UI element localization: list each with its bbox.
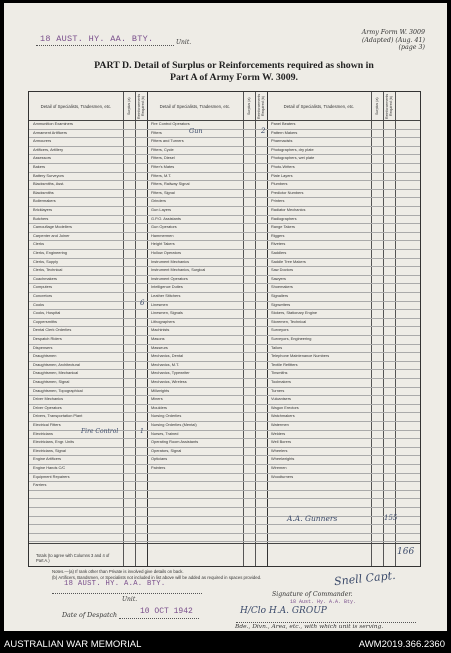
specialists-table bbox=[28, 91, 421, 567]
table-row-label: Well Borers bbox=[271, 439, 292, 445]
table-row-label: Surveyors bbox=[271, 327, 289, 333]
table-row-label: Bricklayers bbox=[33, 207, 53, 212]
table-row-label: Artificers, Artillery bbox=[33, 146, 64, 152]
totals-rule bbox=[29, 543, 420, 544]
signature-line bbox=[236, 622, 416, 623]
note-a: Notes.—(a) If rank other than Private is involved give details on back. bbox=[52, 569, 184, 574]
table-row-label: Intelligence Duties bbox=[151, 284, 183, 290]
row-rule bbox=[29, 516, 420, 517]
table-row-label: Fitters, M.T. bbox=[151, 172, 172, 178]
table-row-label: Mechanics, Typewriter bbox=[151, 370, 190, 376]
despatch-date-stamp: 10 OCT 1942 bbox=[140, 607, 193, 616]
table-row-label: Wheelers bbox=[271, 447, 288, 453]
group-handwritten: H/Clo H.A. GROUP bbox=[240, 606, 327, 616]
row-rule bbox=[29, 541, 420, 542]
table-row-label: Fitters, Signal bbox=[151, 189, 175, 195]
table-row-label: Instrument Mechanics bbox=[151, 258, 190, 264]
unit-label: Unit. bbox=[176, 39, 192, 46]
table-row-label: Vulcanisers bbox=[271, 396, 291, 402]
table-row-label: Moulders bbox=[151, 404, 168, 410]
table-row-label: Ammunition Examiners bbox=[33, 121, 74, 126]
table-row-label: Fitters, Railway Signal bbox=[151, 181, 190, 187]
signature-stamp: 18 Aust. Hy. A.A. Bty. bbox=[290, 599, 357, 605]
table-row-label: Printers bbox=[271, 198, 285, 204]
required-header: Reinforcements Required (b) bbox=[137, 93, 145, 120]
table-row-label: Despatch Riders bbox=[33, 336, 62, 341]
table-row-label: Nursing Orderlies bbox=[151, 413, 182, 419]
table-row-label: Plumbers bbox=[271, 181, 288, 187]
table-row-label: Shoemakers bbox=[271, 284, 293, 290]
unit-line-footer bbox=[52, 593, 202, 594]
table-row-label: Gun Operators bbox=[151, 224, 177, 230]
despatch-line bbox=[119, 618, 199, 619]
table-row-label: Pattern Makers bbox=[271, 129, 298, 135]
table-row-label: Draughtsmen, Mechanical bbox=[33, 370, 79, 376]
column-header: Detail of Specialists, Tradesmen, etc. bbox=[283, 103, 355, 109]
table-row-label: Radiator Mechanics bbox=[271, 207, 306, 212]
table-row-label: Assessors bbox=[33, 155, 51, 161]
table-row-label: Blacksmiths, Asst. bbox=[33, 181, 65, 187]
form-sheet bbox=[4, 3, 447, 631]
table-row-label: Tinsmiths bbox=[271, 370, 288, 376]
table-row-label: Photographers, wet plate bbox=[271, 155, 315, 161]
table-row-label: Fitters, Diesel bbox=[151, 155, 175, 161]
table-row-label: Draughtsmen bbox=[33, 353, 57, 359]
table-row-label: Armourers bbox=[33, 138, 52, 144]
surplus-header: Surplus (a) bbox=[127, 97, 131, 116]
table-row-label: Hammermen bbox=[151, 232, 174, 238]
table-row-label: Nursing Orderlies (Mental) bbox=[151, 422, 197, 427]
table-row-label: Dispensers bbox=[33, 344, 53, 350]
archive-id: AWM2019.366.2360 bbox=[358, 639, 445, 650]
table-row-label: Draughtsmen, Topographical bbox=[33, 387, 83, 393]
table-row-label: Mechanics, Wireless bbox=[151, 379, 187, 384]
table-row-label: Storemen, Technical bbox=[271, 318, 307, 324]
table-row-label: Watchmakers bbox=[271, 413, 295, 419]
table-row-label: Clerks, Engineering bbox=[33, 250, 67, 255]
table-row-label: Pharmacists bbox=[271, 138, 293, 144]
despatch-label: Date of Despatch bbox=[62, 612, 118, 619]
table-row-label: Sawyers bbox=[271, 275, 286, 281]
notes bbox=[52, 569, 261, 580]
table-row-label: Toolmakers bbox=[271, 379, 291, 384]
table-row-label: Millwrights bbox=[151, 387, 170, 393]
title-line-2: Part A of Army Form W. 3009. bbox=[170, 72, 298, 83]
totals-label: Totals (to agree with Columns 3 and 4 of Part A.) bbox=[36, 553, 110, 563]
table-row-label: Bakers bbox=[33, 164, 46, 169]
table-row-label: Miners bbox=[151, 396, 163, 402]
table-row-label: Masons bbox=[151, 336, 165, 341]
table-row-label: Nurses, Trained bbox=[151, 430, 179, 436]
table-row-label: Clerks bbox=[33, 241, 45, 247]
title-line-1: PART D. Detail of Surplus or Reinforcements required as shown in bbox=[94, 60, 374, 71]
table-row-label: Electrical Fitters bbox=[33, 422, 61, 427]
handwritten-total: 166 bbox=[397, 547, 415, 557]
table-row-label: Opticians bbox=[151, 456, 168, 462]
form-reference bbox=[362, 29, 425, 52]
form-ref-line: Army Form W. 3009 bbox=[361, 29, 425, 36]
row-rule bbox=[29, 498, 420, 499]
table-row-label: Painters bbox=[151, 465, 166, 470]
table-row-label: Wiremen bbox=[271, 465, 287, 470]
table-row-label: Masseurs bbox=[151, 344, 168, 350]
table-row-label: Engine Artificers bbox=[33, 456, 62, 462]
table-row-label: Welders bbox=[271, 430, 286, 436]
surplus-header: Surplus (a) bbox=[375, 97, 379, 116]
table-row-label: Photographers, dry plate bbox=[271, 146, 314, 152]
table-row-label: Computers bbox=[33, 284, 53, 290]
table-row-label: Cooks bbox=[33, 301, 45, 307]
form-ref-line: (page 3) bbox=[398, 44, 425, 52]
table-row-label: Camouflage Modellers bbox=[33, 224, 72, 230]
row-rule bbox=[29, 524, 420, 525]
table-row-label: Clerks, Supply bbox=[33, 258, 59, 264]
table-row-label: Instrument Mechanics, Surgical bbox=[151, 267, 206, 273]
table-row-label: Woodturners bbox=[271, 473, 294, 479]
table-row-label: Drivers, Transportation Plant bbox=[33, 413, 83, 419]
surplus-header: Surplus (a) bbox=[247, 97, 251, 116]
table-row-label: Panel Beaters bbox=[271, 121, 296, 126]
table-row-label: Fitter's Mates bbox=[151, 164, 175, 169]
table-row-label: Clerks, Technical bbox=[33, 267, 63, 273]
table-row-label: Driver Operators bbox=[33, 404, 62, 410]
unit-line bbox=[36, 45, 174, 46]
table-row-label: G.P.O. Assistants bbox=[151, 215, 181, 221]
required-header: Reinforcements Required (b) bbox=[385, 93, 393, 120]
table-row-label: Range Takers bbox=[271, 224, 295, 230]
table-row-label: Fitters, Cycle bbox=[151, 146, 174, 152]
table-row-label: Signallers bbox=[271, 293, 289, 298]
note-b: (b) Artificers, Bandsmen, or Specialists not included in list above will be added as required in spaces provided. bbox=[52, 574, 262, 580]
archive-footer bbox=[0, 636, 451, 653]
table-row-label: Cooks, Hospital bbox=[33, 310, 61, 316]
form-title bbox=[44, 60, 424, 83]
table-row-label: Instrument Operators bbox=[151, 275, 188, 281]
table-row-label: Draughtsmen, Signal bbox=[33, 379, 70, 384]
table-row-label: Farriers bbox=[33, 482, 47, 488]
table-row-label: Tailors bbox=[271, 344, 283, 350]
handwritten-fitters-note: Gun bbox=[189, 126, 203, 135]
table-row-label: Driver Mechanics bbox=[33, 396, 64, 402]
table-row-label: Saddle Tree Makers bbox=[271, 258, 306, 264]
table-row-label: Wagon Erectors bbox=[271, 404, 299, 410]
row-rule bbox=[29, 533, 420, 534]
table-row-label: Armament Artificers bbox=[33, 129, 67, 135]
table-row-label: Battery Surveyors bbox=[33, 172, 64, 178]
table-row-label: Engine Hands C/C bbox=[33, 465, 66, 470]
table-row-label: Hollow Operators bbox=[151, 250, 182, 255]
required-header: Reinforcements Required (b) bbox=[257, 93, 265, 120]
unit-stamp-footer: 18 AUST. HY. A.A. BTY. bbox=[64, 580, 166, 588]
table-row-label: Grinders bbox=[151, 198, 166, 204]
handwritten-extra-required: 155 bbox=[384, 513, 398, 522]
table-row-label: Electricians bbox=[33, 430, 53, 436]
table-row-label: Carpenter and Joiner bbox=[33, 232, 70, 238]
table-row-label: Saddlers bbox=[271, 250, 287, 255]
unit-stamp: 18 AUST. HY. AA. BTY. bbox=[40, 34, 154, 44]
table-row-label: Textile Refitters bbox=[271, 361, 298, 367]
row-rule bbox=[29, 490, 420, 491]
table-row-label: Plate Layers bbox=[271, 172, 293, 178]
handwritten-electricians-note: Fire Control bbox=[81, 427, 119, 435]
column-header: Detail of Specialists, Tradesmen, etc. bbox=[159, 103, 231, 109]
table-row-label: Operating Room Assistants bbox=[151, 439, 199, 445]
table-row-label: Fire Control Operators bbox=[151, 121, 190, 126]
table-row-label: Equipment Repairers bbox=[33, 473, 70, 479]
handwritten-extra-row: A.A. Gunners bbox=[287, 513, 338, 523]
table-row-label: Linesmen, Signals bbox=[151, 310, 183, 316]
table-row-label: Mechanics, M.T. bbox=[151, 361, 180, 367]
handwritten-cooks-required: 6 bbox=[140, 298, 145, 307]
table-row-label: Electricians, Signal bbox=[33, 447, 66, 453]
table-row-label: Lithographers bbox=[151, 318, 175, 324]
column-header: Detail of Specialists, Tradesmen, etc. bbox=[40, 103, 112, 109]
table-row-label: Turners bbox=[271, 387, 285, 393]
table-row-label: Linesmen bbox=[151, 301, 168, 307]
table-row-label: Mechanics, Dental bbox=[151, 353, 184, 359]
commander-signature: Snell Capt. bbox=[333, 568, 397, 589]
table-row-label: Dental Clerk Orderlies bbox=[33, 327, 72, 333]
table-row-label: Coachmakers bbox=[33, 275, 58, 281]
table-row-label: Draughtsmen, Architectural bbox=[33, 361, 80, 367]
table-row-label: Surveyors, Engineering bbox=[271, 336, 312, 341]
handwritten-electricians-required: 1 bbox=[140, 427, 144, 435]
row-rule bbox=[29, 507, 420, 508]
table-row-label: Height Takers bbox=[151, 241, 175, 247]
table-row-label: Riggers bbox=[271, 232, 285, 238]
signature-label: Signature of Commander. bbox=[272, 591, 353, 598]
table-row-label: Fitters and Turners bbox=[151, 138, 184, 144]
archive-name: AUSTRALIAN WAR MEMORIAL bbox=[4, 639, 142, 650]
table-row-label: Coppersmiths bbox=[33, 318, 58, 324]
table-row-label: Operators, Signal bbox=[151, 447, 182, 453]
table-row-label: Radiographers bbox=[271, 215, 297, 221]
handwritten-fitters-required: 2 bbox=[261, 126, 266, 135]
table-row-label: Concretors bbox=[33, 293, 53, 298]
form-ref-line: (Adapted) (Aug. 41) bbox=[361, 36, 425, 44]
table-row-label: Saw Doctors bbox=[271, 267, 294, 273]
table-row-label: Stokers, Stationary Engine bbox=[271, 310, 318, 316]
table-row-label: Riveters bbox=[271, 241, 286, 247]
table-row-label: Leather Stitchers bbox=[151, 293, 181, 298]
table-row-label: Wheelwrights bbox=[271, 456, 295, 462]
table-row-label: Boilermakers bbox=[33, 198, 56, 204]
table-row-label: Predictor Numbers bbox=[271, 189, 304, 195]
table-row-label: Watermen bbox=[271, 422, 289, 427]
unit-label-footer: Unit. bbox=[122, 596, 138, 603]
bde-label: Bde., Divn., Area, etc., with which unit is serving. bbox=[235, 624, 384, 630]
table-row-label: Butchers bbox=[33, 215, 49, 221]
table-row-label: Telephone Maintenance Numbers bbox=[271, 353, 330, 359]
table-row-label: Signwriters bbox=[271, 301, 291, 307]
table-row-label: Gun Layers bbox=[151, 207, 172, 212]
table-row-label: Blacksmiths bbox=[33, 189, 54, 195]
table-row-label: Fitters bbox=[151, 129, 162, 135]
table-row-label: Electricians, Engr. Units bbox=[33, 439, 75, 445]
table-row-label: Machinists bbox=[151, 327, 170, 333]
table-row-label: Photo-Writers bbox=[271, 164, 295, 169]
